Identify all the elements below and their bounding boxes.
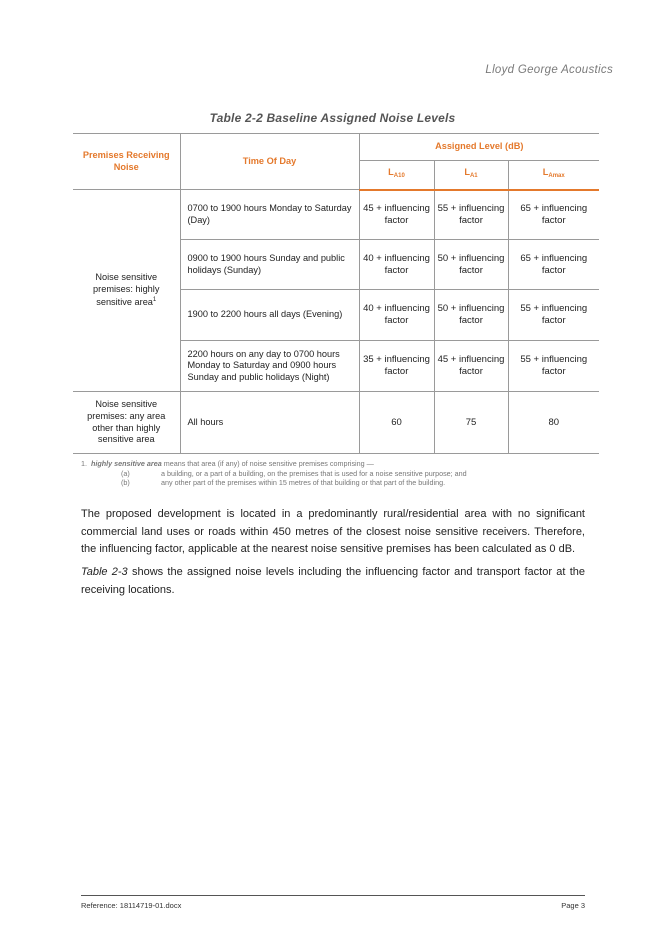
la10-cell: 45 + influencing factor: [359, 190, 434, 240]
time-cell: 0900 to 1900 hours Sunday and public holidays (Sunday): [180, 240, 359, 290]
footnote-item-b: (b) any other part of the premises within 15 metres of that building or that part of the building.: [121, 478, 446, 487]
la10-cell: 35 + influencing factor: [359, 341, 434, 392]
table-reference-link: Table 2-3: [81, 566, 128, 578]
lamax-cell: 65 + influencing factor: [508, 190, 599, 240]
table-row: [73, 190, 599, 240]
la1-cell: 45 + influencing factor: [434, 341, 508, 392]
la10-cell: 40 + influencing factor: [359, 290, 434, 341]
la10-cell: 60: [359, 392, 434, 454]
time-cell: 0700 to 1900 hours Monday to Saturday (Day): [180, 190, 359, 240]
footer-reference: Reference: 18114719-01.docx: [81, 901, 182, 910]
header-time-of-day: Time Of Day: [180, 134, 359, 190]
lamax-cell: 80: [508, 392, 599, 454]
company-brand: Lloyd George Acoustics: [485, 64, 613, 76]
table-footnotes: [81, 459, 467, 488]
la1-cell: 50 + influencing factor: [434, 290, 508, 341]
time-cell: 2200 hours on any day to 0700 hours Monday to Saturday and 0900 hours Sunday and public holidays (Night): [180, 341, 359, 392]
time-cell: 1900 to 2200 hours all days (Evening): [180, 290, 359, 341]
footnote-definition: 1. highly sensitive area means that area (if any) of noise sensitive premises comprising —: [81, 459, 374, 468]
table-caption: Table 2-2 Baseline Assigned Noise Levels: [209, 111, 456, 125]
footer-page-number: Page 3: [561, 901, 585, 910]
lamax-cell: 55 + influencing factor: [508, 341, 599, 392]
assigned-noise-levels-table: [73, 133, 599, 454]
footnote-item-a: (a) a building, or a part of a building, on the premises that is used for a noise sensitive purpose; and: [121, 468, 467, 478]
time-cell: All hours: [180, 392, 359, 454]
la1-cell: 55 + influencing factor: [434, 190, 508, 240]
table-row: [73, 392, 599, 454]
header-lamax: $L_{Amax}$: [508, 161, 599, 190]
premise-highly-sensitive: Noise sensitive premises: highly sensitive area$^1$: [73, 190, 180, 392]
premise-other-area: Noise sensitive premises: any area other than highly sensitive area: [73, 392, 180, 454]
body-paragraph-influencing-factor: The proposed development is located in a predominantly rural/residential area with no significant commercial land uses or roads within 450 metres of the closest noise sensitive receivers. Therefore, the influencing factor, applicable at the nearest noise sensitive premises has been calculated as 0 dB.: [81, 508, 585, 555]
body-paragraph-table-reference: Table 2-3 shows the assigned noise levels including the influencing factor and transport factor at the receiving locations.: [81, 566, 585, 596]
lamax-cell: 55 + influencing factor: [508, 290, 599, 341]
la10-cell: 40 + influencing factor: [359, 240, 434, 290]
header-la10: $L_{A10}$: [359, 161, 434, 190]
lamax-cell: 65 + influencing factor: [508, 240, 599, 290]
header-la1: $L_{A1}$: [434, 161, 508, 190]
header-assigned-level: Assigned Level (dB): [359, 134, 599, 161]
header-premises: Premises Receiving Noise: [73, 134, 180, 190]
la1-cell: 75: [434, 392, 508, 454]
la1-cell: 50 + influencing factor: [434, 240, 508, 290]
footer-divider: [81, 895, 585, 896]
